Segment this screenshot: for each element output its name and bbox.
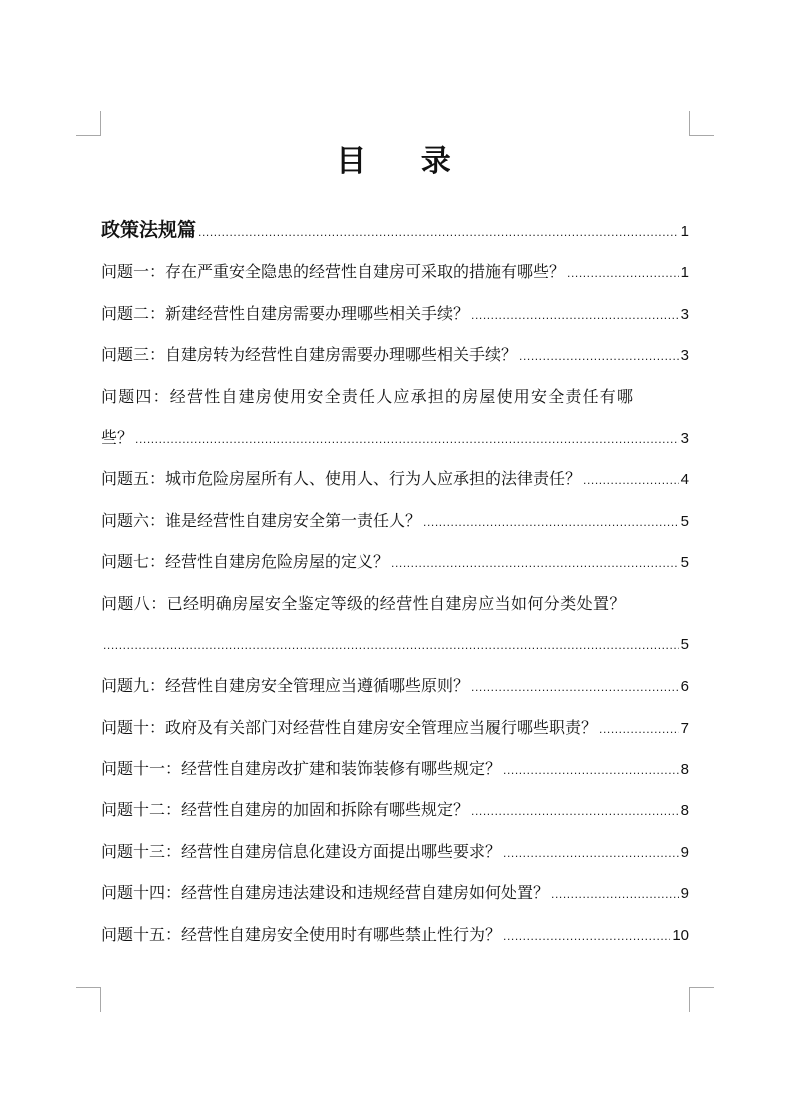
- toc-entry-q14[interactable]: [101, 872, 689, 913]
- toc-entry-q4-line1[interactable]: [101, 376, 689, 417]
- toc-entry-label: 问题十五：经营性自建房安全使用时有哪些禁止性行为？: [101, 924, 502, 944]
- leader-dots: [583, 460, 679, 501]
- table-of-contents: [101, 210, 689, 955]
- toc-page-number: 10: [672, 926, 689, 944]
- toc-entry-label: 问题十二：经营性自建房的加固和拆除有哪些规定？: [101, 800, 470, 820]
- toc-page-number: 1: [680, 223, 689, 240]
- toc-entry-q9[interactable]: [101, 665, 689, 706]
- toc-entry-label: 问题五：城市危险房屋所有人、使用人、行为人应承担的法律责任？: [101, 469, 582, 489]
- toc-entry-q3[interactable]: [101, 334, 689, 375]
- toc-page-number: 3: [680, 305, 689, 323]
- page-title: 目 录: [336, 144, 473, 179]
- toc-page-number: 3: [680, 347, 689, 365]
- toc-entry-q11[interactable]: [101, 748, 689, 789]
- toc-page-number: 9: [680, 885, 689, 903]
- toc-page-number: 3: [680, 429, 689, 447]
- toc-page-number: 5: [680, 554, 689, 572]
- toc-entry-label: 问题六：谁是经营性自建房安全第一责任人？: [101, 510, 422, 530]
- toc-entry-q6[interactable]: [101, 500, 689, 541]
- toc-page-number: 8: [680, 802, 689, 820]
- leader-dots: [503, 833, 679, 874]
- toc-entry-label-continued: 些？: [101, 427, 134, 447]
- toc-entry-label: 问题三：自建房转为经营性自建房需要办理哪些相关手续？: [101, 345, 518, 365]
- toc-entry-label: 问题四：经营性自建房使用安全责任人应承担的房屋使用安全责任有哪: [101, 386, 635, 406]
- toc-entry-label: 问题九：经营性自建房安全管理应当遵循哪些原则？: [101, 676, 470, 696]
- leader-dots: [103, 625, 679, 666]
- toc-page-number: 1: [680, 264, 689, 282]
- toc-page-number: 8: [680, 761, 689, 779]
- leader-dots: [391, 543, 679, 584]
- toc-entry-label: 问题八：已经明确房屋安全鉴定等级的经营性自建房应当如何分类处置？: [101, 593, 626, 613]
- leader-dots: [135, 419, 679, 460]
- toc-page-number: 6: [680, 678, 689, 696]
- leader-dots: [599, 709, 679, 750]
- toc-entry-q8-line1[interactable]: [101, 583, 689, 624]
- toc-entry-q8-line2[interactable]: [101, 624, 689, 665]
- leader-dots: [503, 750, 679, 791]
- leader-dots: [198, 212, 679, 253]
- crop-mark-top-left: [76, 111, 101, 136]
- toc-entry-q12[interactable]: [101, 789, 689, 830]
- leader-dots: [423, 502, 679, 543]
- toc-entry-label: 问题二：新建经营性自建房需要办理哪些相关手续？: [101, 303, 470, 323]
- toc-entry-q4-line2[interactable]: [101, 417, 689, 458]
- toc-page-number: 5: [680, 635, 689, 653]
- toc-entry-label: 问题十一：经营性自建房改扩建和装饰装修有哪些规定？: [101, 759, 502, 779]
- toc-page-number: 5: [680, 512, 689, 530]
- toc-section-policy[interactable]: [101, 210, 689, 251]
- toc-entry-label: 问题七：经营性自建房危险房屋的定义？: [101, 552, 390, 572]
- leader-dots: [551, 874, 679, 915]
- toc-page-number: 4: [680, 471, 689, 489]
- toc-entry-q1[interactable]: [101, 251, 689, 292]
- toc-entry-q7[interactable]: [101, 541, 689, 582]
- toc-page-number: 7: [680, 719, 689, 737]
- toc-entry-label: 问题十四：经营性自建房违法建设和违规经营自建房如何处置？: [101, 883, 550, 903]
- toc-entry-label: 问题十三：经营性自建房信息化建设方面提出哪些要求？: [101, 841, 502, 861]
- crop-mark-top-right: [689, 111, 714, 136]
- toc-page-number: 9: [680, 843, 689, 861]
- leader-dots: [519, 336, 679, 377]
- toc-entry-q10[interactable]: [101, 707, 689, 748]
- crop-mark-bottom-right: [689, 987, 714, 1012]
- toc-entry-label: 问题十：政府及有关部门对经营性自建房安全管理应当履行哪些职责？: [101, 717, 598, 737]
- crop-mark-bottom-left: [76, 987, 101, 1012]
- toc-entry-q2[interactable]: [101, 293, 689, 334]
- leader-dots: [567, 253, 679, 294]
- toc-entry-q15[interactable]: [101, 914, 689, 955]
- toc-section-label: 政策法规篇: [101, 219, 197, 241]
- toc-entry-label: 问题一：存在严重安全隐患的经营性自建房可采取的措施有哪些？: [101, 262, 566, 282]
- toc-entry-q5[interactable]: [101, 458, 689, 499]
- leader-dots: [503, 916, 670, 957]
- toc-entry-q13[interactable]: [101, 831, 689, 872]
- leader-dots: [471, 791, 679, 832]
- leader-dots: [471, 295, 679, 336]
- leader-dots: [471, 667, 679, 708]
